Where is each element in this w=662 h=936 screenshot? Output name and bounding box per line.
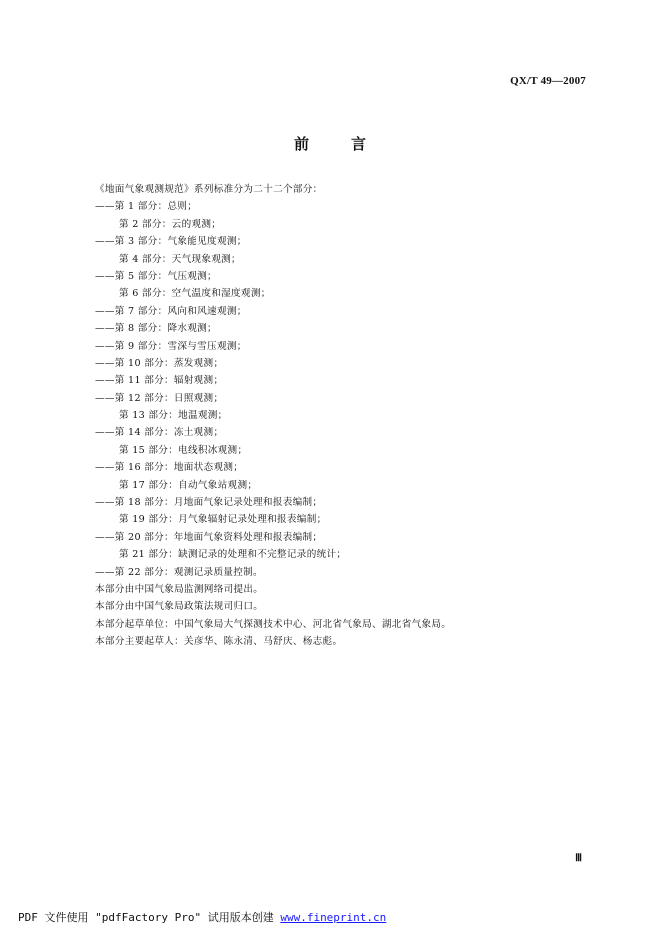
part-text: 第 11 部分：辐射观测；: [114, 375, 224, 387]
part-item: [95, 251, 595, 268]
page-title: [0, 133, 662, 154]
standard-code: QX/T 49—2007: [510, 75, 586, 87]
dash-prefix: ——: [95, 531, 115, 543]
part-text: 第 7 部分：风向和风速观测；: [114, 305, 247, 317]
part-item: [95, 407, 595, 424]
part-item: [95, 424, 595, 441]
part-item: [95, 320, 595, 337]
part-text: 第 12 部分：日照观测；: [114, 392, 224, 404]
dash-prefix: ——: [95, 462, 115, 474]
part-item: [95, 303, 595, 320]
title-char-1: 前: [293, 135, 311, 153]
part-item: [95, 216, 595, 233]
part-text: 第 16 部分：地面状态观测；: [114, 462, 244, 474]
dash-prefix: ——: [95, 270, 115, 282]
dash-prefix: ——: [95, 236, 115, 248]
pdf-footer: [18, 909, 386, 925]
dash-prefix: ——: [95, 375, 115, 387]
dash-prefix: ——: [95, 427, 115, 439]
part-text: 第 13 部分：地温观测；: [119, 410, 228, 422]
dash-prefix: ——: [95, 323, 115, 335]
part-item: [95, 564, 595, 581]
part-text: 第 21 部分：缺测记录的处理和不完整记录的统计；: [119, 549, 347, 561]
statement-line: 本部分起草单位：中国气象局大气探测技术中心、河北省气象局、湖北省气象局。: [95, 618, 452, 630]
part-item: [95, 511, 595, 528]
intro-line: 《地面气象观测规范》系列标准分为二十二个部分：: [95, 184, 323, 195]
statement-line: 本部分由中国气象局政策法规司归口。: [95, 601, 264, 613]
part-item: [95, 372, 595, 389]
part-text: 第 18 部分：月地面气象记录处理和报表编制；: [114, 497, 323, 509]
part-text: 第 9 部分：雪深与雪压观测；: [114, 340, 247, 352]
parts-list: [95, 198, 595, 581]
part-item: [95, 442, 595, 459]
part-text: 第 1 部分：总则；: [114, 201, 198, 213]
part-text: 第 10 部分：蒸发观测；: [114, 357, 224, 369]
part-item: [95, 477, 595, 494]
statement-line: 本部分由中国气象局监测网络司提出。: [95, 583, 264, 595]
dash-prefix: ——: [95, 497, 115, 509]
part-item: [95, 355, 595, 372]
foreword-body: [95, 181, 595, 651]
part-item: [95, 494, 595, 511]
part-text: 第 17 部分：自动气象站观测；: [119, 479, 258, 491]
part-item: [95, 338, 595, 355]
part-text: 第 4 部分：天气现象观测；: [119, 253, 241, 265]
part-text: 第 8 部分：降水观测；: [114, 323, 217, 335]
footer-text: PDF 文件使用 "pdfFactory Pro" 试用版本创建: [18, 911, 281, 924]
part-item: [95, 529, 595, 546]
dash-prefix: ——: [95, 392, 115, 404]
part-item: [95, 233, 595, 250]
statements-list: [95, 581, 595, 651]
dash-prefix: ——: [95, 357, 115, 369]
title-char-2: 言: [351, 135, 369, 153]
part-text: 第 2 部分：云的观测；: [119, 218, 222, 230]
part-text: 第 15 部分：电线积冰观测；: [119, 444, 248, 456]
part-text: 第 5 部分：气压观测；: [114, 270, 217, 282]
statement-line: 本部分主要起草人：关彦华、陈永清、马舒庆、杨志彪。: [95, 636, 343, 648]
part-item: [95, 459, 595, 476]
part-item: [95, 198, 595, 215]
footer-link[interactable]: www.fineprint.cn: [280, 911, 387, 924]
dash-prefix: ——: [95, 201, 115, 213]
dash-prefix: ——: [95, 340, 115, 352]
part-text: 第 22 部分：观测记录质量控制。: [114, 566, 263, 578]
part-text: 第 20 部分：年地面气象资料处理和报表编制；: [114, 531, 323, 543]
page-number: Ⅲ: [575, 853, 582, 864]
part-text: 第 19 部分：月气象辐射记录处理和报表编制；: [119, 514, 327, 526]
part-text: 第 6 部分：空气温度和湿度观测；: [119, 288, 271, 300]
part-item: [95, 285, 595, 302]
dash-prefix: ——: [95, 566, 115, 578]
part-item: [95, 390, 595, 407]
part-text: 第 3 部分：气象能见度观测；: [114, 236, 247, 248]
part-item: [95, 546, 595, 563]
part-text: 第 14 部分：冻土观测；: [114, 427, 224, 439]
part-item: [95, 268, 595, 285]
dash-prefix: ——: [95, 305, 115, 317]
